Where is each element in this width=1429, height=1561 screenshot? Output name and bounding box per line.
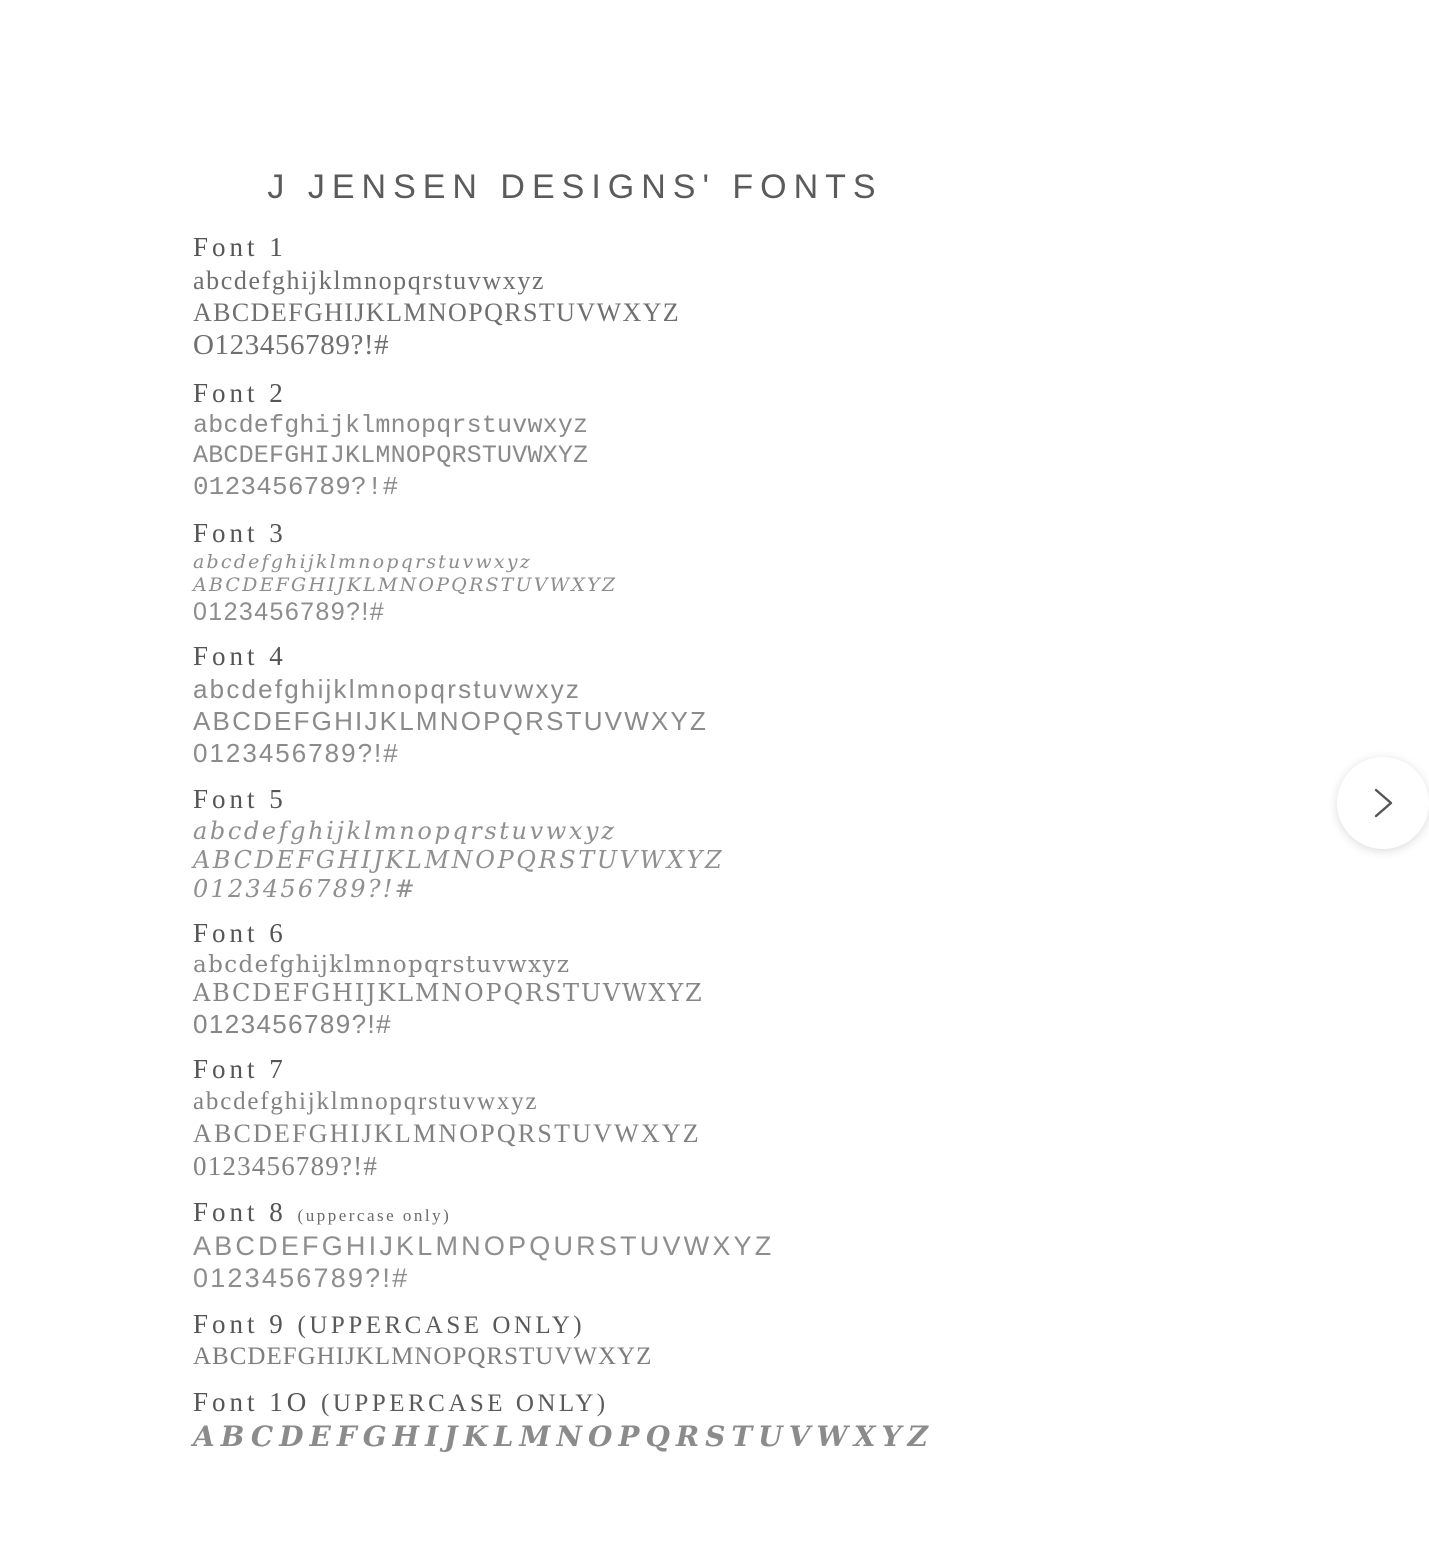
sample-numerals: 0123456789?!#	[193, 1008, 392, 1039]
sample-lowercase: abcdefghijklmnopqrstuvwxyz	[193, 550, 532, 573]
specimen-label	[193, 641, 1193, 672]
specimen-font-10	[193, 1387, 1193, 1454]
specimen-note: (uppercase only)	[297, 1205, 452, 1225]
sample-lowercase: abcdefghijklmnopqrstuvwxyz	[193, 816, 617, 845]
specimen-name: Font 1O	[193, 1386, 311, 1417]
sample-numerals: 0123456789?!#	[193, 471, 399, 502]
specimen-label	[193, 1309, 1193, 1340]
sample-uppercase: ABCDEFGHIJKLMNOPQRSTUVWXYZ	[193, 1118, 701, 1148]
sample-lowercase: abcdefghijklmnopqrstuvwxyz	[193, 952, 571, 979]
specimen-label	[193, 784, 1193, 815]
specimen-note: (UPPERCASE ONLY)	[297, 1312, 586, 1340]
sample-lowercase: abcdefghijklmnopqrstuvwxyz	[193, 674, 582, 705]
specimen-samples	[193, 1420, 1193, 1454]
sample-lowercase: abcdefghijklmnopqrstuvwxyz	[193, 410, 589, 440]
specimen-font-6	[193, 918, 1193, 1040]
specimen-list	[193, 232, 1193, 1468]
sample-numerals: O123456789?!#	[193, 329, 390, 362]
page-title: J JENSEN DESIGNS' FONTS	[267, 168, 883, 206]
specimen-font-3	[193, 518, 1193, 628]
specimen-label	[193, 378, 1193, 409]
specimen-samples	[193, 674, 1193, 769]
specimen-label	[193, 1197, 1193, 1228]
sample-uppercase: ABCDEFGHIJKLMNOPQRSTUVWXYZ	[193, 441, 589, 471]
sample-numerals: 0123456789?!#	[193, 875, 417, 904]
specimen-name: Font 3	[193, 517, 287, 548]
specimen-font-5	[193, 784, 1193, 905]
specimen-font-8	[193, 1197, 1193, 1296]
specimen-label	[193, 518, 1193, 549]
specimen-name: Font 9	[193, 1309, 287, 1340]
sample-numerals: 0123456789?!#	[193, 597, 385, 626]
specimen-samples	[193, 1342, 1193, 1373]
specimen-samples	[193, 817, 1193, 905]
sample-uppercase: ABCDEFGHIJKLMNOPQRSTUVWXYZ	[193, 845, 725, 874]
sample-uppercase: ABCDEFGHIJKLMNOPQRSTUVWXYZ	[193, 706, 709, 737]
sample-uppercase: ABCDEFGHIJKLMNOPQRSTUVWXYZ	[193, 1419, 934, 1453]
sample-uppercase: ABCDEFGHIJKLMNOPQRSTUVWXYZ	[193, 1343, 653, 1371]
sample-uppercase: ABCDEFGHIJKLMNOPQRSTUVWXYZ	[193, 979, 704, 1008]
specimen-font-7	[193, 1054, 1193, 1182]
specimen-name: Font 5	[193, 783, 287, 814]
specimen-samples	[193, 1230, 1193, 1296]
specimen-font-1	[193, 232, 1193, 364]
specimen-label	[193, 1054, 1193, 1085]
specimen-font-2	[193, 378, 1193, 504]
sample-numerals: 0123456789?!#	[193, 737, 400, 768]
specimen-font-4	[193, 641, 1193, 769]
specimen-label	[193, 918, 1193, 949]
specimen-name: Font 2	[193, 377, 287, 408]
specimen-samples	[193, 411, 1193, 504]
specimen-label	[193, 1387, 1193, 1418]
sample-lowercase: abcdefghijklmnopqrstuvwxyz	[193, 266, 546, 295]
specimen-name: Font 4	[193, 641, 287, 672]
chevron-right-icon	[1364, 784, 1402, 822]
specimen-samples	[193, 265, 1193, 364]
specimen-name: Font 6	[193, 918, 287, 949]
sample-numerals: 0123456789?!#	[193, 1150, 379, 1181]
next-image-button[interactable]	[1337, 757, 1429, 849]
sample-numerals: 0123456789?!#	[193, 1263, 410, 1294]
specimen-samples	[193, 1087, 1193, 1182]
specimen-note: (UPPERCASE ONLY)	[321, 1389, 609, 1417]
specimen-samples	[193, 551, 1193, 628]
specimen-samples	[193, 951, 1193, 1040]
specimen-name: Font 7	[193, 1054, 287, 1085]
sample-uppercase: ABCDEFGHIJKLMNOPQURSTUVWXYZ	[193, 1230, 775, 1261]
sample-uppercase: ABCDEFGHIJKLMNOPQRSTUVWXYZ	[193, 297, 681, 327]
sample-lowercase: abcdefghijklmnopqrstuvwxyz	[193, 1088, 539, 1116]
specimen-label	[193, 232, 1193, 263]
specimen-name: Font 1	[193, 232, 287, 262]
specimen-name: Font 8	[193, 1196, 287, 1227]
sample-uppercase: ABCDEFGHIJKLMNOPQRSTUVWXYZ	[193, 573, 618, 596]
specimen-font-9	[193, 1309, 1193, 1373]
